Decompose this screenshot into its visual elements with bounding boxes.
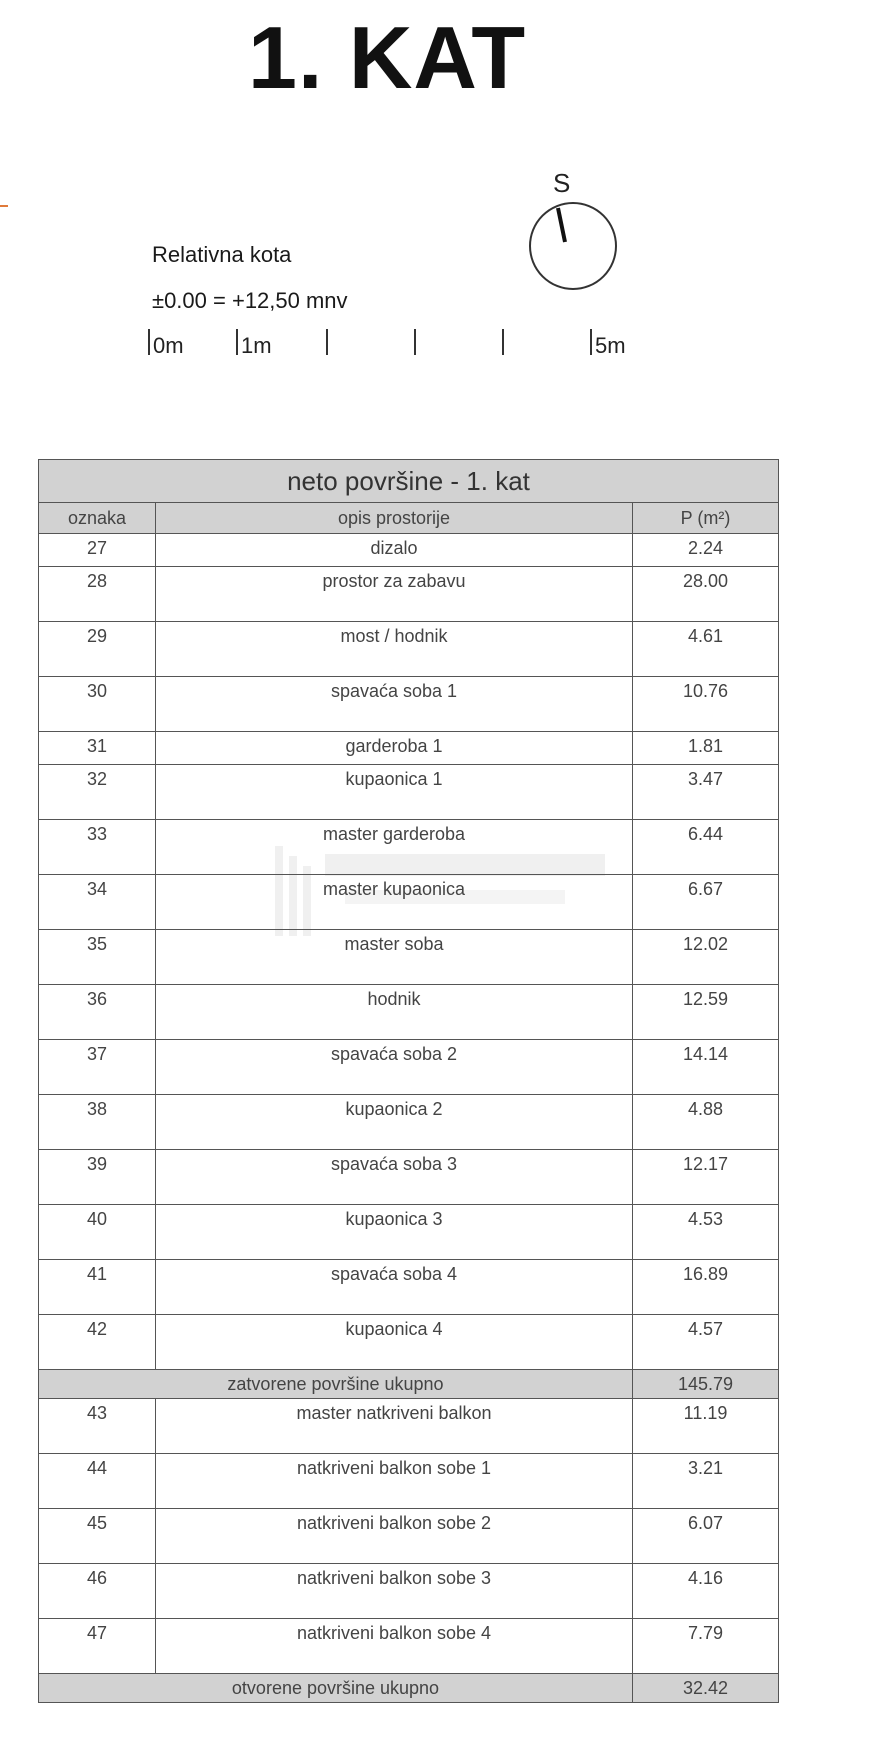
row-code: 28 — [39, 567, 156, 622]
open-total-area: 32.42 — [633, 1674, 779, 1703]
table-row — [39, 930, 779, 985]
row-area: 3.47 — [633, 765, 779, 820]
row-code: 31 — [39, 732, 156, 765]
row-description: natkriveni balkon sobe 2 — [156, 1509, 633, 1564]
row-area: 4.57 — [633, 1315, 779, 1370]
row-description: kupaonica 1 — [156, 765, 633, 820]
scale-label-5m: 5m — [595, 333, 626, 358]
row-description: spavaća soba 2 — [156, 1040, 633, 1095]
row-area: 11.19 — [633, 1399, 779, 1454]
row-description: master soba — [156, 930, 633, 985]
column-header-area: P (m²) — [633, 503, 779, 534]
scale-tick — [590, 329, 592, 355]
row-description: natkriveni balkon sobe 1 — [156, 1454, 633, 1509]
table-row — [39, 1095, 779, 1150]
row-area: 6.07 — [633, 1509, 779, 1564]
row-area: 14.14 — [633, 1040, 779, 1095]
scale-label-1m: 1m — [241, 333, 272, 358]
row-description: master kupaonica — [156, 875, 633, 930]
table-row — [39, 534, 779, 567]
table-row — [39, 1205, 779, 1260]
row-area: 6.67 — [633, 875, 779, 930]
row-code: 32 — [39, 765, 156, 820]
table-row — [39, 1619, 779, 1674]
row-description: natkriveni balkon sobe 3 — [156, 1564, 633, 1619]
table-row — [39, 1564, 779, 1619]
relative-level-value: ±0.00 = +12,50 mnv — [152, 288, 348, 313]
scale-label-0m: 0m — [153, 333, 184, 358]
row-area: 2.24 — [633, 534, 779, 567]
row-code: 45 — [39, 1509, 156, 1564]
row-code: 34 — [39, 875, 156, 930]
scale-tick — [148, 329, 150, 355]
scale-tick — [502, 329, 504, 355]
row-area: 7.79 — [633, 1619, 779, 1674]
row-code: 29 — [39, 622, 156, 677]
open-total-row — [39, 1674, 779, 1703]
row-code: 41 — [39, 1260, 156, 1315]
row-code: 30 — [39, 677, 156, 732]
table-row — [39, 1150, 779, 1205]
row-code: 33 — [39, 820, 156, 875]
compass-circle-icon — [528, 198, 624, 298]
north-arrow-compass — [528, 168, 624, 298]
row-area: 4.61 — [633, 622, 779, 677]
row-description: kupaonica 4 — [156, 1315, 633, 1370]
row-description: spavaća soba 4 — [156, 1260, 633, 1315]
table-row — [39, 732, 779, 765]
row-description: hodnik — [156, 985, 633, 1040]
closed-total-row — [39, 1370, 779, 1399]
row-code: 36 — [39, 985, 156, 1040]
row-area: 6.44 — [633, 820, 779, 875]
row-description: most / hodnik — [156, 622, 633, 677]
row-area: 4.88 — [633, 1095, 779, 1150]
closed-total-label: zatvorene površine ukupno — [39, 1370, 633, 1399]
row-description: master natkriveni balkon — [156, 1399, 633, 1454]
table-row — [39, 765, 779, 820]
row-description: garderoba 1 — [156, 732, 633, 765]
scale-tick — [414, 329, 416, 355]
row-code: 39 — [39, 1150, 156, 1205]
row-code: 37 — [39, 1040, 156, 1095]
row-code: 44 — [39, 1454, 156, 1509]
row-area: 10.76 — [633, 677, 779, 732]
row-code: 40 — [39, 1205, 156, 1260]
row-description: natkriveni balkon sobe 4 — [156, 1619, 633, 1674]
row-code: 47 — [39, 1619, 156, 1674]
row-description: dizalo — [156, 534, 633, 567]
compass-letter: S — [553, 168, 571, 198]
table-row — [39, 1040, 779, 1095]
table-row — [39, 1315, 779, 1370]
row-area: 4.16 — [633, 1564, 779, 1619]
row-description: spavaća soba 3 — [156, 1150, 633, 1205]
table-row — [39, 985, 779, 1040]
table-row — [39, 875, 779, 930]
column-header-description: opis prostorije — [156, 503, 633, 534]
floor-title: 1. KAT — [248, 8, 527, 107]
row-code: 42 — [39, 1315, 156, 1370]
row-area: 4.53 — [633, 1205, 779, 1260]
row-description: master garderoba — [156, 820, 633, 875]
table-row — [39, 1509, 779, 1564]
edge-mark — [0, 205, 8, 207]
table-row — [39, 1399, 779, 1454]
table-row — [39, 1454, 779, 1509]
row-code: 35 — [39, 930, 156, 985]
row-description: kupaonica 2 — [156, 1095, 633, 1150]
table-row — [39, 567, 779, 622]
row-area: 12.17 — [633, 1150, 779, 1205]
row-area: 16.89 — [633, 1260, 779, 1315]
table-caption: neto površine - 1. kat — [39, 460, 779, 503]
row-code: 43 — [39, 1399, 156, 1454]
row-area: 3.21 — [633, 1454, 779, 1509]
row-description: kupaonica 3 — [156, 1205, 633, 1260]
scale-tick — [236, 329, 238, 355]
row-description: prostor za zabavu — [156, 567, 633, 622]
table-row — [39, 677, 779, 732]
table-row — [39, 1260, 779, 1315]
row-code: 27 — [39, 534, 156, 567]
table-row — [39, 622, 779, 677]
row-code: 38 — [39, 1095, 156, 1150]
row-area: 12.02 — [633, 930, 779, 985]
column-header-code: oznaka — [39, 503, 156, 534]
row-area: 12.59 — [633, 985, 779, 1040]
closed-total-area: 145.79 — [633, 1370, 779, 1399]
scale-bar — [146, 325, 646, 365]
row-area: 1.81 — [633, 732, 779, 765]
net-area-table — [38, 459, 779, 1703]
table-row — [39, 820, 779, 875]
row-area: 28.00 — [633, 567, 779, 622]
row-description: spavaća soba 1 — [156, 677, 633, 732]
row-code: 46 — [39, 1564, 156, 1619]
scale-tick — [326, 329, 328, 355]
relative-level-label: Relativna kota — [152, 242, 292, 267]
open-total-label: otvorene površine ukupno — [39, 1674, 633, 1703]
